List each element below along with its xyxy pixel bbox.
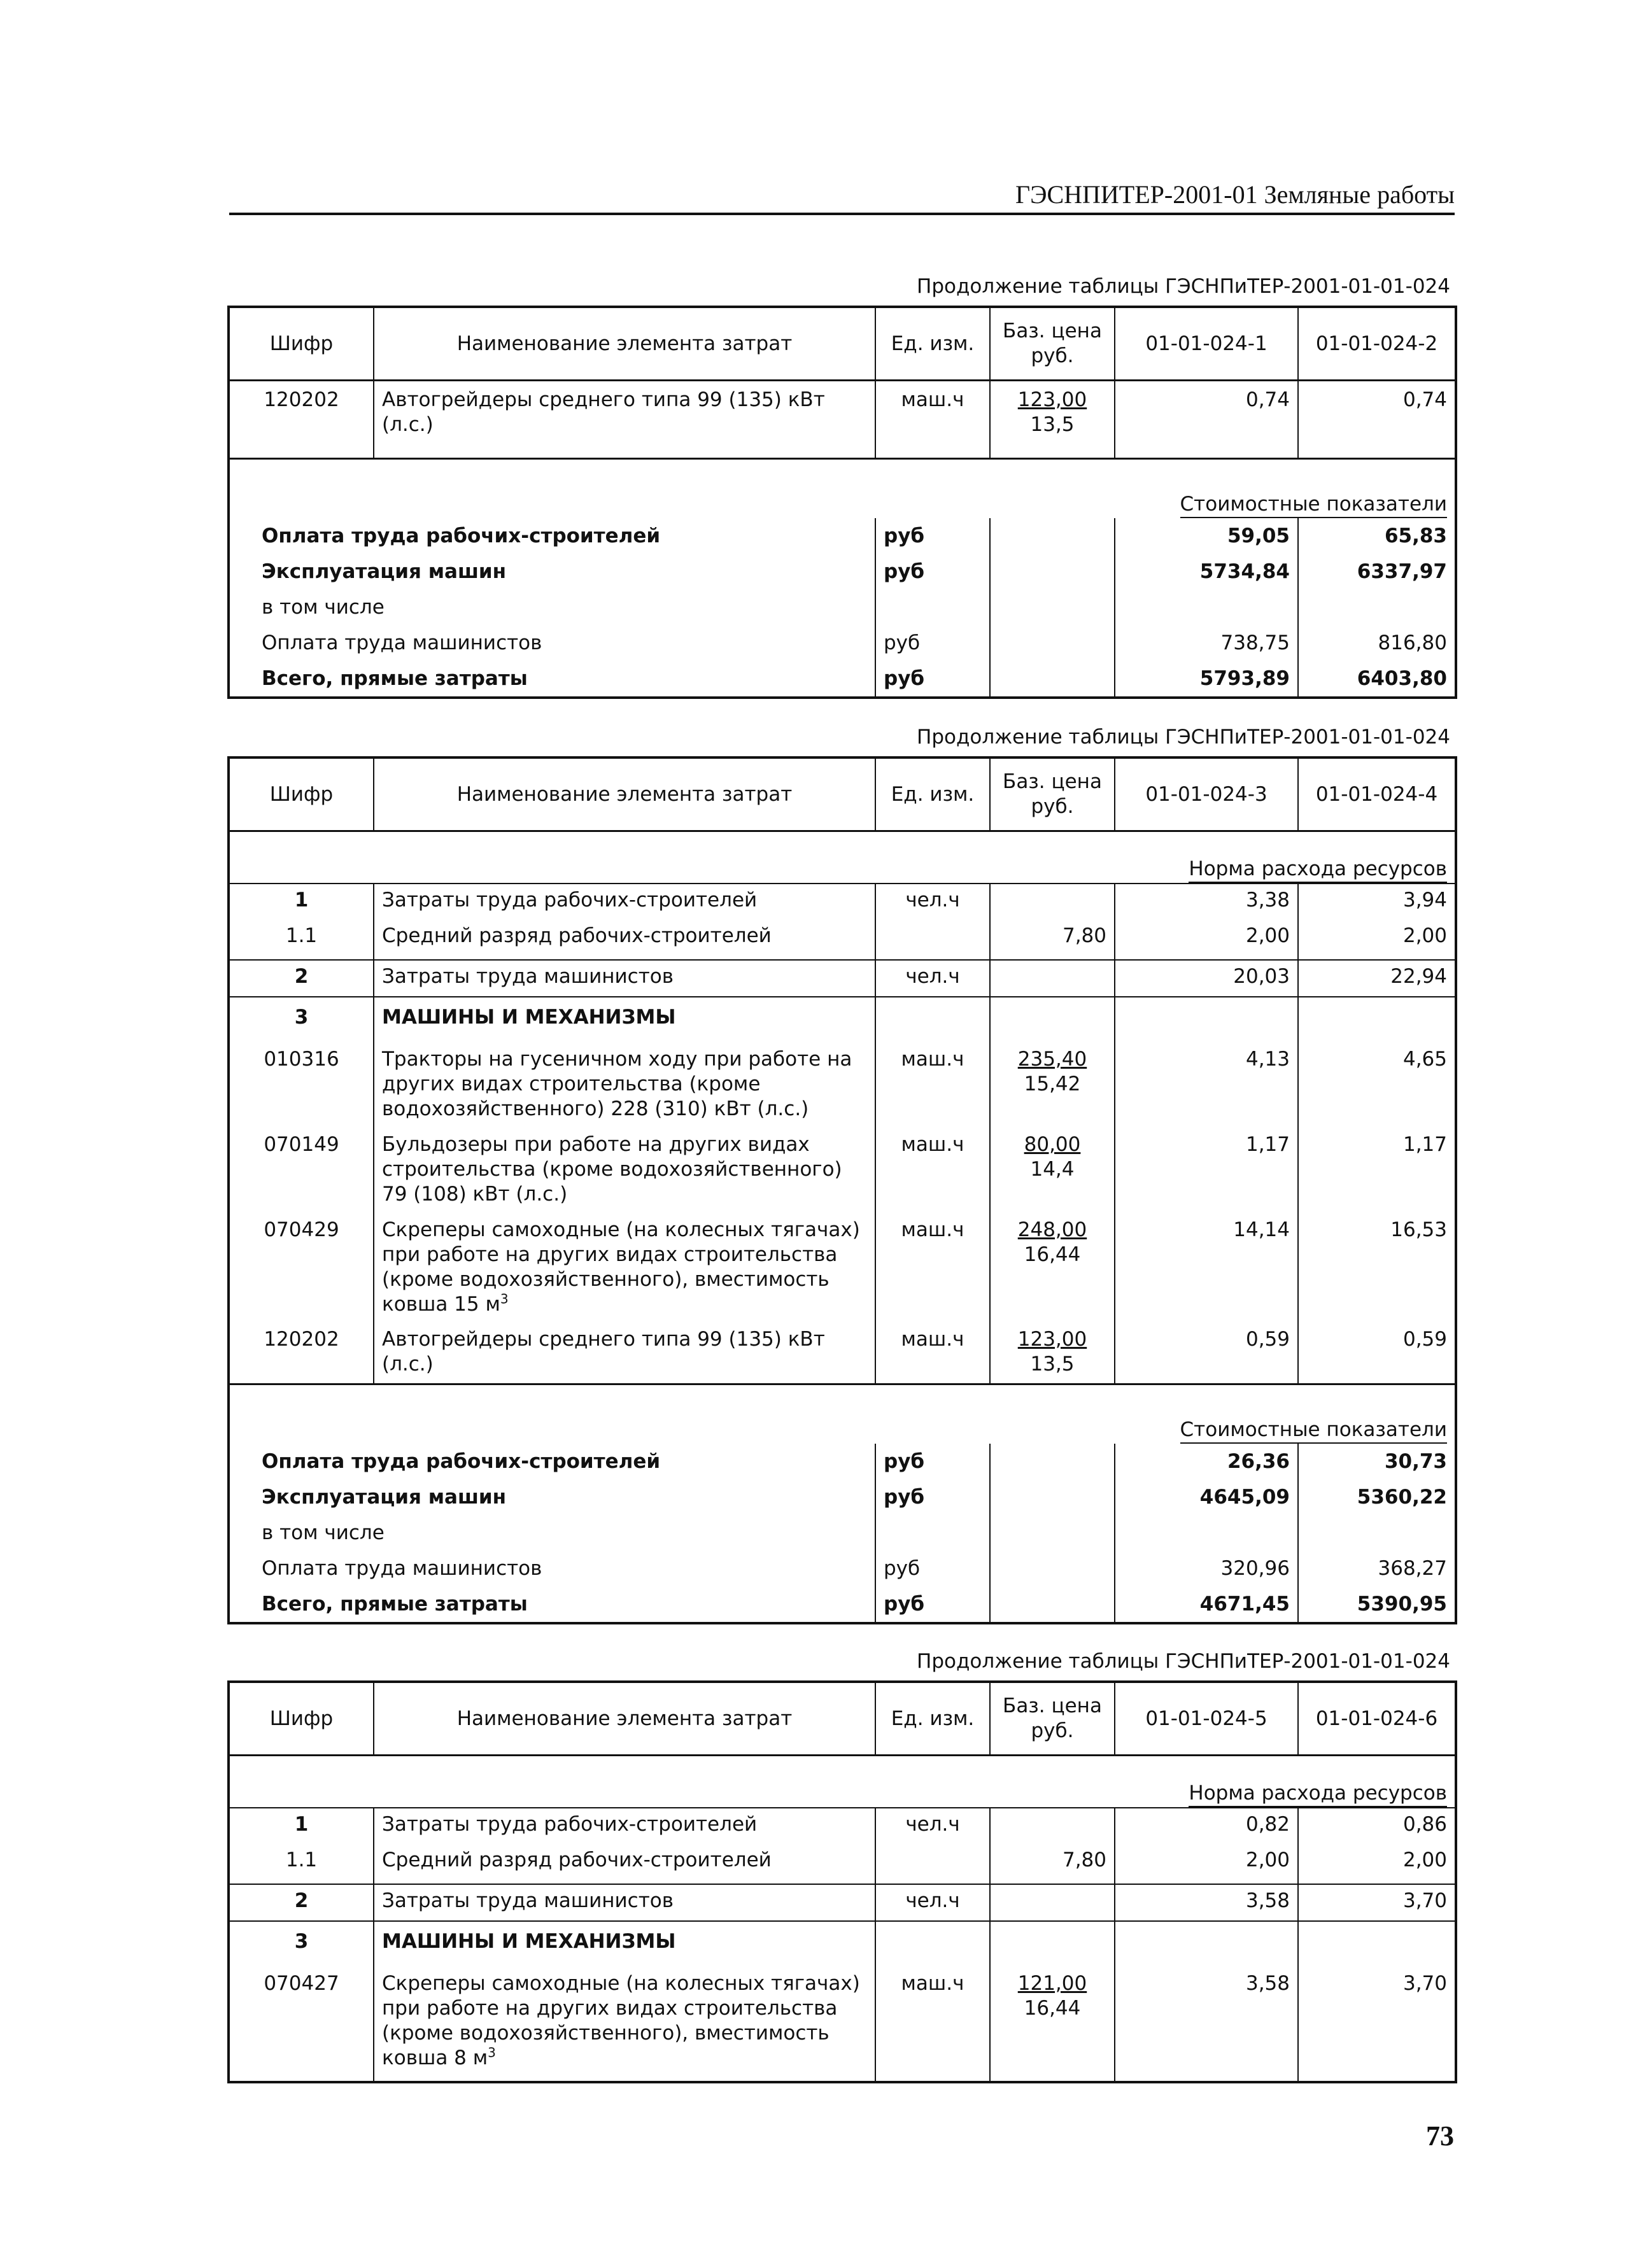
cost-row: Оплата труда рабочих-строителей руб 26,36 30,73	[229, 1444, 1456, 1479]
table-row: 070427 Скреперы самоходные (на колесных тягачах) при работе на других видах строительства (кроме водохозяйственного), вместимость ковша 8 $м^3$ маш.ч 121,00 16,44 3,58 3,70	[229, 1971, 1456, 2082]
table-header-row	[229, 757, 1456, 831]
col-header-b: 01-01-024-2	[1298, 307, 1456, 381]
cost-row: Эксплуатация машин руб 5734,84 6337,97	[229, 554, 1456, 589]
table-header-row	[229, 307, 1456, 381]
cost-row: Всего, прямые затраты руб 5793,89 6403,80	[229, 661, 1456, 698]
section-costs-row: Стоимостные показатели	[229, 1384, 1456, 1444]
table-continuation-caption: Продолжение таблицы ГЭСНПиТЕР-2001-01-01-024	[917, 275, 1450, 298]
section-norms-row: Норма расхода ресурсов	[229, 831, 1456, 884]
col-header-a: 01-01-024-5	[1115, 1682, 1298, 1756]
table-continuation-caption: Продолжение таблицы ГЭСНПиТЕР-2001-01-01-024	[917, 1650, 1450, 1673]
page-number: 73	[1426, 2120, 1454, 2152]
section-costs-row: Стоимостные показатели	[229, 459, 1456, 519]
resource-table-1	[227, 306, 1457, 699]
cost-row: Оплата труда рабочих-строителей руб 59,05 65,83	[229, 518, 1456, 554]
col-header-unit: Ед. изм.	[875, 307, 990, 381]
col-header-name: Наименование элемента затрат	[374, 307, 875, 381]
resource-table-2	[227, 756, 1457, 1624]
table-row: 3 МАШИНЫ И МЕХАНИЗМЫ	[229, 997, 1456, 1047]
col-header-code: Шифр	[229, 757, 374, 831]
table-row: 070429 Скреперы самоходные (на колесных тягачах) при работе на других видах строительства (кроме водохозяйственного), вместимость ковша 15 $м^3$ маш.ч 248,00 16,44 14,14 16,53	[229, 1218, 1456, 1327]
col-header-unit: Ед. изм.	[875, 757, 990, 831]
table-row: 2 Затраты труда машинистов чел.ч 3,58 3,70	[229, 1884, 1456, 1921]
table-row: 120202 Автогрейдеры среднего типа 99 (135) кВт (л.с.) маш.ч 123,00 13,5 0,59 0,59	[229, 1327, 1456, 1384]
col-header-b: 01-01-024-6	[1298, 1682, 1456, 1756]
table-row: 1.1 Средний разряд рабочих-строителей 7,80 2,00 2,00	[229, 1844, 1456, 1884]
col-header-code: Шифр	[229, 307, 374, 381]
running-header: ГЭСНПИТЕР-2001-01 Земляные работы	[229, 177, 1455, 215]
col-header-price: Баз. цена руб.	[990, 757, 1115, 831]
table-row: 2 Затраты труда машинистов чел.ч 20,03 22,94	[229, 960, 1456, 997]
table-row: 120202 Автогрейдеры среднего типа 99 (135) кВт (л.с.) маш.ч 123,00 13,5 0,74 0,74	[229, 381, 1456, 459]
cost-row: Эксплуатация машин руб 4645,09 5360,22	[229, 1479, 1456, 1515]
cost-row: Оплата труда машинистов руб 320,96 368,27	[229, 1551, 1456, 1586]
table-continuation-caption: Продолжение таблицы ГЭСНПиТЕР-2001-01-01-024	[917, 726, 1450, 749]
table-row: 1.1 Средний разряд рабочих-строителей 7,80 2,00 2,00	[229, 920, 1456, 960]
table-row: 010316 Тракторы на гусеничном ходу при работе на других видах строительства (кроме водохозяйственного) 228 (310) кВт (л.с.) маш.ч 235,40 15,42 4,13 4,65	[229, 1047, 1456, 1132]
cost-row: в том числе	[229, 1515, 1456, 1551]
table-row: 3 МАШИНЫ И МЕХАНИЗМЫ	[229, 1921, 1456, 1971]
col-header-name: Наименование элемента затрат	[374, 1682, 875, 1756]
cost-row: Оплата труда машинистов руб 738,75 816,80	[229, 625, 1456, 661]
cost-row: Всего, прямые затраты руб 4671,45 5390,95	[229, 1586, 1456, 1623]
col-header-name: Наименование элемента затрат	[374, 757, 875, 831]
col-header-price: Баз. цена руб.	[990, 1682, 1115, 1756]
table-row: 1 Затраты труда рабочих-строителей чел.ч 0,82 0,86	[229, 1808, 1456, 1844]
col-header-unit: Ед. изм.	[875, 1682, 990, 1756]
col-header-price: Баз. цена руб.	[990, 307, 1115, 381]
col-header-code: Шифр	[229, 1682, 374, 1756]
col-header-b: 01-01-024-4	[1298, 757, 1456, 831]
col-header-a: 01-01-024-3	[1115, 757, 1298, 831]
section-norms-row: Норма расхода ресурсов	[229, 1756, 1456, 1808]
table-row: 070149 Бульдозеры при работе на других видах строительства (кроме водохозяйственного) 79 (108) кВт (л.с.) маш.ч 80,00 14,4 1,17 1,17	[229, 1132, 1456, 1218]
cost-row: в том числе	[229, 589, 1456, 625]
col-header-a: 01-01-024-1	[1115, 307, 1298, 381]
table-row: 1 Затраты труда рабочих-строителей чел.ч 3,38 3,94	[229, 884, 1456, 920]
resource-table-3	[227, 1680, 1457, 2083]
table-header-row	[229, 1682, 1456, 1756]
